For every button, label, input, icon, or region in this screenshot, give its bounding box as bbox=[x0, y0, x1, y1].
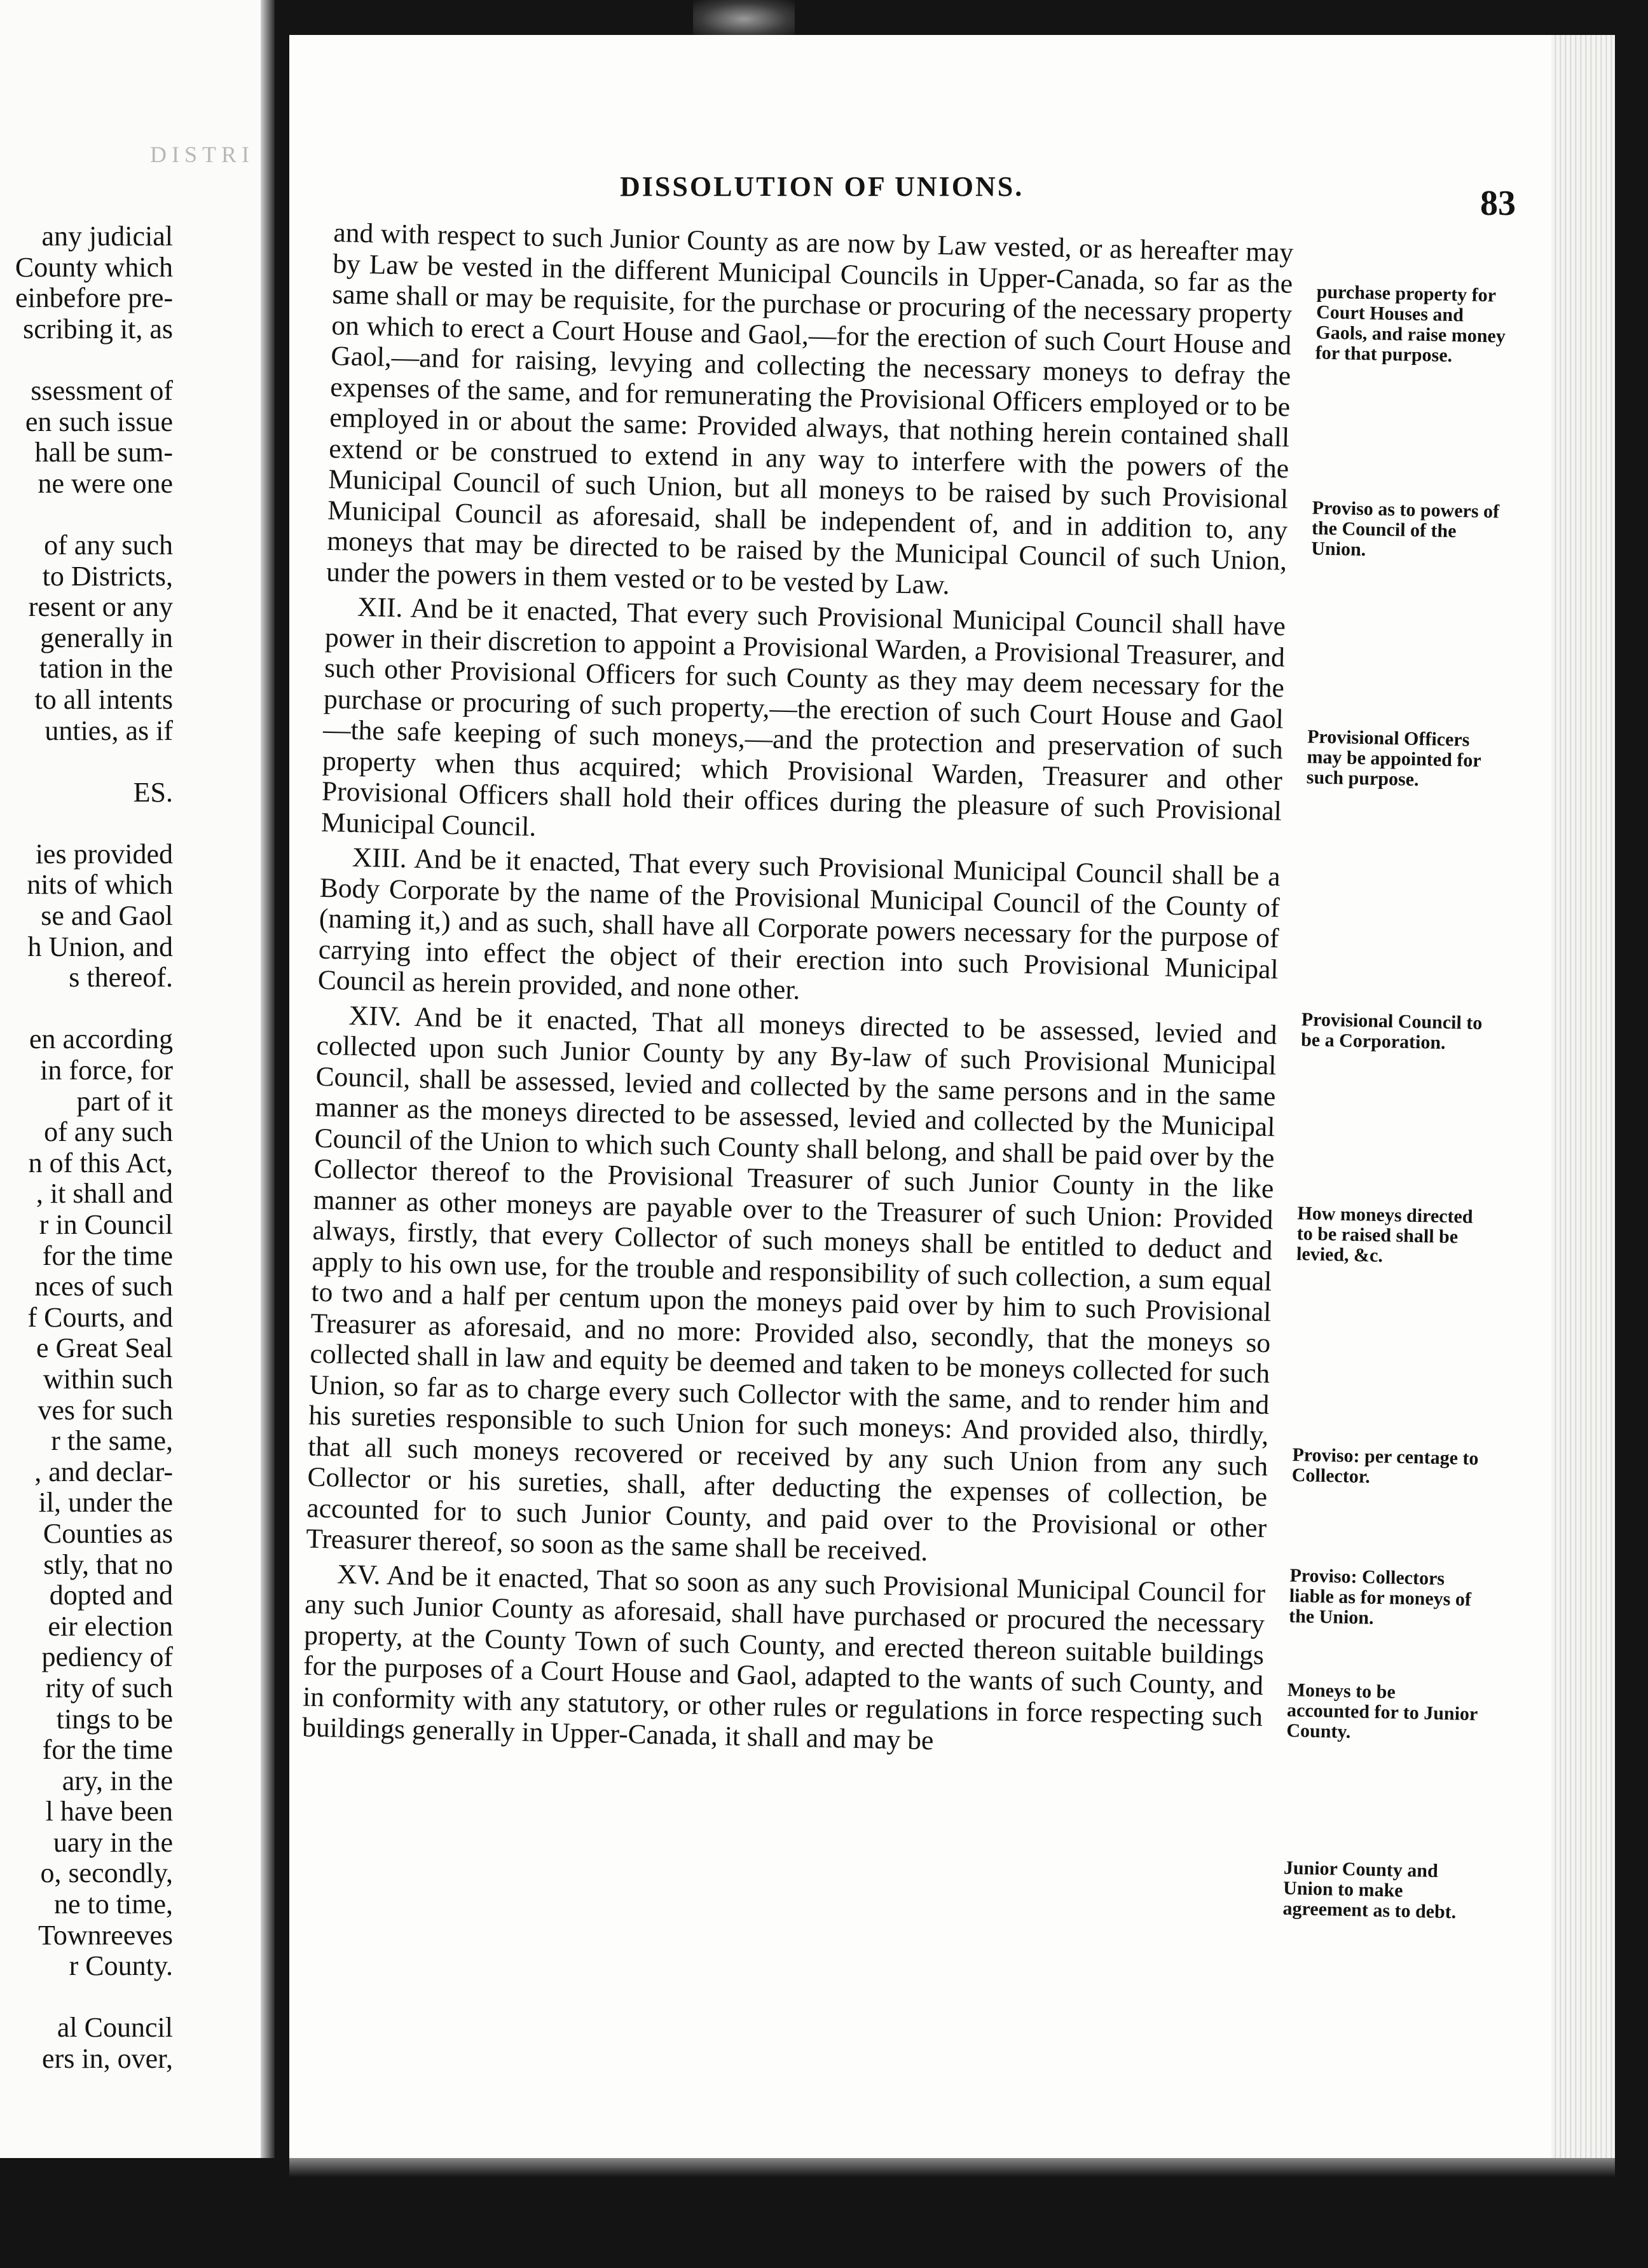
side-note: Proviso: Collectors liable as for moneys of the Union. bbox=[1288, 1565, 1472, 1629]
left-page-line: Townreeves bbox=[38, 1919, 173, 1951]
running-head: DISSOLUTION OF UNIONS. bbox=[620, 171, 1024, 202]
left-page-line: einbefore pre- bbox=[15, 282, 173, 314]
left-page-line: pediency of bbox=[41, 1641, 173, 1673]
left-page-line: e Great Seal bbox=[36, 1332, 173, 1364]
left-page-line: , and declar- bbox=[34, 1456, 173, 1487]
left-page-line: stly, that no bbox=[43, 1548, 173, 1580]
side-note: Junior County and Union to make agreement as to debt. bbox=[1282, 1857, 1457, 1923]
left-page-line: ves for such bbox=[38, 1394, 173, 1426]
left-page-text bbox=[0, 221, 173, 2075]
section-xiii: XIII. And be it enacted, That every such Provisional Municipal Council shall be a Body Corporate by the name of the Provisional Municipal Council of the County of (naming it,) and as such, shall have all Corporate powers necessary for the purpose of carrying into effect the object of their erection into such Provisional Municipal Council as herein provided, and none other. bbox=[317, 842, 1281, 1006]
left-page-line bbox=[0, 808, 173, 839]
left-facing-page bbox=[0, 0, 273, 2268]
left-page-line: tation in the bbox=[39, 653, 173, 685]
left-page-line: Counties as bbox=[43, 1517, 173, 1549]
left-page-line: any judicial bbox=[41, 221, 173, 252]
side-note: Provisional Officers may be appointed for such purpose. bbox=[1306, 726, 1481, 790]
section-xiv: XIV. And be it enacted, That all moneys directed to be assessed, levied and collected upon such Junior County by any By-law of such Provisional Municipal Council, shall be assessed, levied and collected by the same persons and in the same manner as the moneys directed to be assessed, levied and collected by the Municipal Council of the Union to which such County shall belong, and shall be paid over by the Collector thereof to the Provisional Treasurer of such Junior County in the like manner as other moneys are payable over to the Treasurer of such Union: Provided always, firstly, that every Collector of such moneys shall be entitled to deduct and apply to his own use, for the trouble and responsibility of such collection, a sum equal to two and a half per centum upon the moneys paid over by him to such Provisional Treasurer as aforesaid, and no more: Provided also, secondly, that the moneys so collected shall in law and equity be deemed and taken to be moneys collected for such Union, so far as to charge every such Collector with the same, and to render him and his sureties responsible to such Union for such moneys: And provided also, thirdly, that all such moneys recovered or received by any such Union from any such Collector or his sureties, shall, after deducting the expenses of collection, be accounted for to such Junior County, and paid over to the Provisional or other Treasurer thereof, so soon as the same shall be received. bbox=[305, 1000, 1277, 1568]
left-page-line: for the time bbox=[42, 1240, 173, 1271]
left-page-line: ies provided bbox=[35, 838, 173, 870]
left-page-line: o, secondly, bbox=[40, 1857, 173, 1889]
left-page-line bbox=[0, 1982, 173, 2013]
left-page-line: r in Council bbox=[39, 1209, 173, 1240]
section-xv: XV. And be it enacted, That so soon as any such Provisional Municipal Council for any such Junior County as aforesaid, shall have purchased or procured the necessary property, at the County Town of such County, and erected thereon suitable buildings for the purposes of a Court House and Gaol, adapted to the wants of such County, and in conformity with any statutory, or other rules or regulations in force respecting such buildings generally in Upper-Canada, it shall and may be bbox=[301, 1559, 1266, 1756]
left-page-line: al Council bbox=[57, 2012, 173, 2044]
left-page-line: County which bbox=[15, 251, 173, 283]
left-page-line: of any such bbox=[44, 529, 173, 561]
left-page-line: ne were one bbox=[38, 467, 173, 499]
left-page-line bbox=[0, 746, 173, 777]
left-page-line: within such bbox=[43, 1363, 173, 1395]
left-page-line: il, under the bbox=[38, 1487, 173, 1519]
left-page-line: generally in bbox=[40, 622, 173, 653]
left-page-line: h Union, and bbox=[27, 931, 173, 962]
side-note: Proviso as to powers of the Council of the Union. bbox=[1311, 497, 1500, 561]
left-page-line: to all intents bbox=[34, 683, 173, 715]
left-page-line bbox=[0, 499, 173, 530]
body-text bbox=[302, 217, 1294, 1767]
left-page-line: f Courts, and bbox=[27, 1301, 173, 1333]
paper-scrap bbox=[693, 0, 795, 38]
left-page-line: unties, as if bbox=[45, 714, 173, 746]
left-page-line: tings to be bbox=[56, 1703, 173, 1735]
side-note: How moneys directed to be raised shall be levied, &c. bbox=[1296, 1203, 1473, 1266]
left-page-line: uary in the bbox=[53, 1826, 173, 1858]
book-gutter bbox=[261, 0, 275, 2268]
left-page-line: nits of which bbox=[27, 869, 173, 901]
left-page-line: to Districts, bbox=[42, 560, 173, 592]
left-page-line: ary, in the bbox=[62, 1765, 173, 1796]
left-page-line: l have been bbox=[45, 1796, 173, 1827]
left-page-line: , it shall and bbox=[36, 1178, 173, 1210]
side-note: Moneys to be accounted for to Junior County. bbox=[1286, 1679, 1478, 1743]
left-page-line: resent or any bbox=[28, 591, 173, 623]
left-page-line: ne to time, bbox=[54, 1889, 173, 1920]
page-bottom-shadow bbox=[289, 2158, 1615, 2177]
left-page-line: rity of such bbox=[45, 1672, 173, 1704]
side-note: purchase property for Court Houses and Gaols, and raise money for that purpose. bbox=[1315, 281, 1506, 366]
left-page-line: for the time bbox=[42, 1734, 173, 1766]
left-page-line: in force, for bbox=[40, 1055, 173, 1086]
background-shadow bbox=[0, 2158, 289, 2268]
left-page-line: ssessment of bbox=[31, 374, 173, 406]
paragraph: and with respect to such Junior County as are now by Law vested, or as hereafter may by Law be vested in the different Municipal Councils in Upper-Canada, so far as the same shall or may be requisite, for the purchase or procuring of the necessary property on which to erect a Court House and Gaol,—for the erection of such Court House and Gaol,—and for raising, levying and collecting the necessary moneys to defray the expenses of the same, and for remunerating the Provisional Officers employed or to be employed in or about the same: Provided always, that nothing herein contained shall extend or be construed to extend in any way to interfere with the powers of the Municipal Council of such Union, but all moneys to be raised by such Provisional Municipal Council as aforesaid, shall be independent of, and in addition to, any moneys that may be directed to be raised by the Municipal Council of such Union, under the powers in them vested or to be vested by Law. bbox=[326, 217, 1294, 600]
left-page-line: scribing it, as bbox=[23, 313, 173, 345]
page-number: 83 bbox=[1480, 184, 1516, 223]
left-page-line: eir election bbox=[48, 1610, 173, 1642]
side-note: Provisional Council to be a Corporation. bbox=[1300, 1009, 1483, 1053]
left-page-line: r the same, bbox=[51, 1425, 173, 1457]
left-page-line: dopted and bbox=[49, 1580, 173, 1611]
left-page-line: en according bbox=[29, 1023, 173, 1055]
section-xii: XII. And be it enacted, That every such Provisional Municipal Council shall have power in their discretion to appoint a Provisional Warden, a Provisional Treasurer, and such other Provisional Officers for such County as they may deem necessary for the purchase or procuring of such property,—the erection of such Court House and Gaol—the safe keeping of such moneys,—and the protection and preservation of such property when thus acquired; which Provisional Warden, Treasurer and other Provisional Officers shall hold their offices during the pleasure of such Provisional Municipal Council. bbox=[320, 591, 1286, 842]
left-running-head: DISTRI bbox=[150, 142, 254, 167]
left-page-line: se and Gaol bbox=[41, 900, 173, 932]
left-page-line: part of it bbox=[76, 1085, 173, 1117]
left-page-line: r County. bbox=[69, 1950, 173, 1982]
left-page-line bbox=[0, 994, 173, 1025]
left-page-line: s thereof. bbox=[69, 962, 173, 994]
page-edges bbox=[1551, 35, 1615, 2158]
left-page-line: nces of such bbox=[34, 1271, 173, 1302]
left-page-line: ers in, over, bbox=[42, 2043, 173, 2075]
left-page-line: hall be sum- bbox=[34, 437, 173, 468]
left-page-line bbox=[0, 345, 173, 376]
left-page-line: ES. bbox=[133, 776, 173, 808]
side-note: Proviso: per centage to Collector. bbox=[1291, 1444, 1479, 1487]
left-page-line: en such issue bbox=[25, 406, 173, 437]
left-page-line: of any such bbox=[44, 1116, 173, 1148]
left-page-line: n of this Act, bbox=[28, 1147, 173, 1178]
